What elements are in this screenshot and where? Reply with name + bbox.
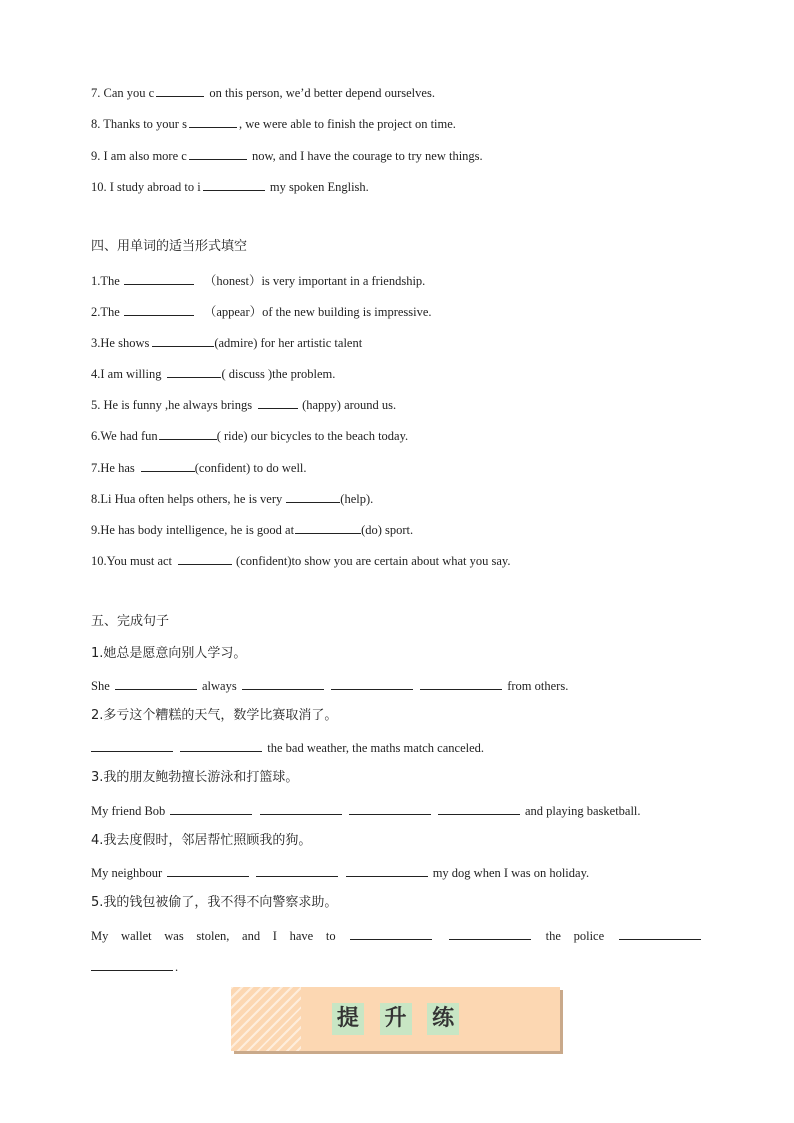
answer-blank[interactable] bbox=[170, 802, 252, 815]
sentence-3-answer: My friend Bob and playing basketball. bbox=[91, 804, 641, 818]
answer-blank[interactable] bbox=[115, 677, 197, 690]
answer-blank[interactable] bbox=[167, 365, 221, 378]
answer-blank[interactable] bbox=[242, 677, 324, 690]
answer-blank[interactable] bbox=[286, 490, 340, 503]
sentence-1-chinese: 1.她总是愿意向别人学习。 bbox=[91, 646, 247, 661]
answer-blank[interactable] bbox=[159, 427, 217, 440]
answer-blank[interactable] bbox=[260, 802, 342, 815]
sentence-4-answer: My neighbour my dog when I was on holiday. bbox=[91, 866, 590, 880]
answer-blank[interactable] bbox=[91, 958, 173, 971]
answer-blank[interactable] bbox=[152, 334, 214, 347]
fill-item-7: 7.He has (confident) to do well. bbox=[91, 461, 307, 475]
answer-blank[interactable] bbox=[124, 303, 194, 316]
fill-item-2: 2.The （appear）of the new building is impressive. bbox=[91, 305, 432, 319]
fill-item-6: 6.We had fun ( ride) our bicycles to the beach today. bbox=[91, 429, 409, 443]
sentence-2-answer: the bad weather, the maths match canceled. bbox=[91, 739, 484, 756]
banner-char: 升 bbox=[380, 1003, 412, 1035]
banner-char: 练 bbox=[427, 1003, 459, 1035]
sentence-5-answer: My wallet was stolen, and I have to the police bbox=[91, 927, 703, 944]
answer-blank[interactable] bbox=[258, 396, 298, 409]
banner-char: 提 bbox=[332, 1003, 364, 1035]
answer-blank[interactable] bbox=[619, 927, 701, 940]
fill-item-4: 4.I am willing ( discuss )the problem. bbox=[91, 367, 336, 381]
section-4-heading: 四、用单词的适当形式填空 bbox=[91, 239, 248, 254]
banner-title bbox=[231, 1003, 560, 1035]
question-7: 7. Can you c on this person, we’d better depend ourselves. bbox=[91, 86, 435, 100]
answer-blank[interactable] bbox=[178, 552, 232, 565]
answer-blank[interactable] bbox=[331, 677, 413, 690]
answer-blank[interactable] bbox=[420, 677, 502, 690]
fill-item-9: 9.He has body intelligence, he is good at (do) sport. bbox=[91, 523, 414, 537]
answer-blank[interactable] bbox=[295, 521, 361, 534]
answer-blank[interactable] bbox=[180, 739, 262, 752]
sentence-4-chinese: 4.我去度假时，邻居帮忙照顾我的狗。 bbox=[91, 833, 312, 848]
fill-item-3: 3.He shows (admire) for her artistic talent bbox=[91, 336, 363, 350]
answer-blank[interactable] bbox=[91, 739, 173, 752]
answer-blank[interactable] bbox=[189, 115, 237, 128]
fill-item-8: 8.Li Hua often helps others, he is very (help). bbox=[91, 492, 374, 506]
fill-item-10: 10.You must act (confident)to show you are certain about what you say. bbox=[91, 554, 511, 568]
answer-blank[interactable] bbox=[156, 84, 204, 97]
answer-blank[interactable] bbox=[167, 864, 249, 877]
answer-blank[interactable] bbox=[350, 927, 432, 940]
sentence-5-chinese: 5.我的钱包被偷了，我不得不向警察求助。 bbox=[91, 895, 338, 910]
sentence-1-answer: She always from others. bbox=[91, 679, 569, 693]
answer-blank[interactable] bbox=[346, 864, 428, 877]
sentence-5-answer-continued: . bbox=[91, 958, 178, 975]
answer-blank[interactable] bbox=[449, 927, 531, 940]
question-9: 9. I am also more c now, and I have the courage to try new things. bbox=[91, 149, 483, 163]
answer-blank[interactable] bbox=[256, 864, 338, 877]
section-5-heading: 五、完成句子 bbox=[91, 614, 170, 629]
answer-blank[interactable] bbox=[349, 802, 431, 815]
answer-blank[interactable] bbox=[141, 459, 195, 472]
fill-item-1: 1.The （honest）is very important in a friendship. bbox=[91, 274, 426, 288]
question-8: 8. Thanks to your s , we were able to finish the project on time. bbox=[91, 117, 456, 131]
answer-blank[interactable] bbox=[124, 272, 194, 285]
improvement-practice-banner bbox=[231, 987, 560, 1051]
answer-blank[interactable] bbox=[438, 802, 520, 815]
question-10: 10. I study abroad to i my spoken English. bbox=[91, 180, 369, 194]
sentence-2-chinese: 2.多亏这个糟糕的天气，数学比赛取消了。 bbox=[91, 708, 338, 723]
fill-item-5: 5. He is funny ,he always brings (happy) around us. bbox=[91, 398, 397, 412]
answer-blank[interactable] bbox=[203, 178, 265, 191]
answer-blank[interactable] bbox=[189, 147, 247, 160]
sentence-3-chinese: 3.我的朋友鲍勃擅长游泳和打篮球。 bbox=[91, 770, 299, 785]
